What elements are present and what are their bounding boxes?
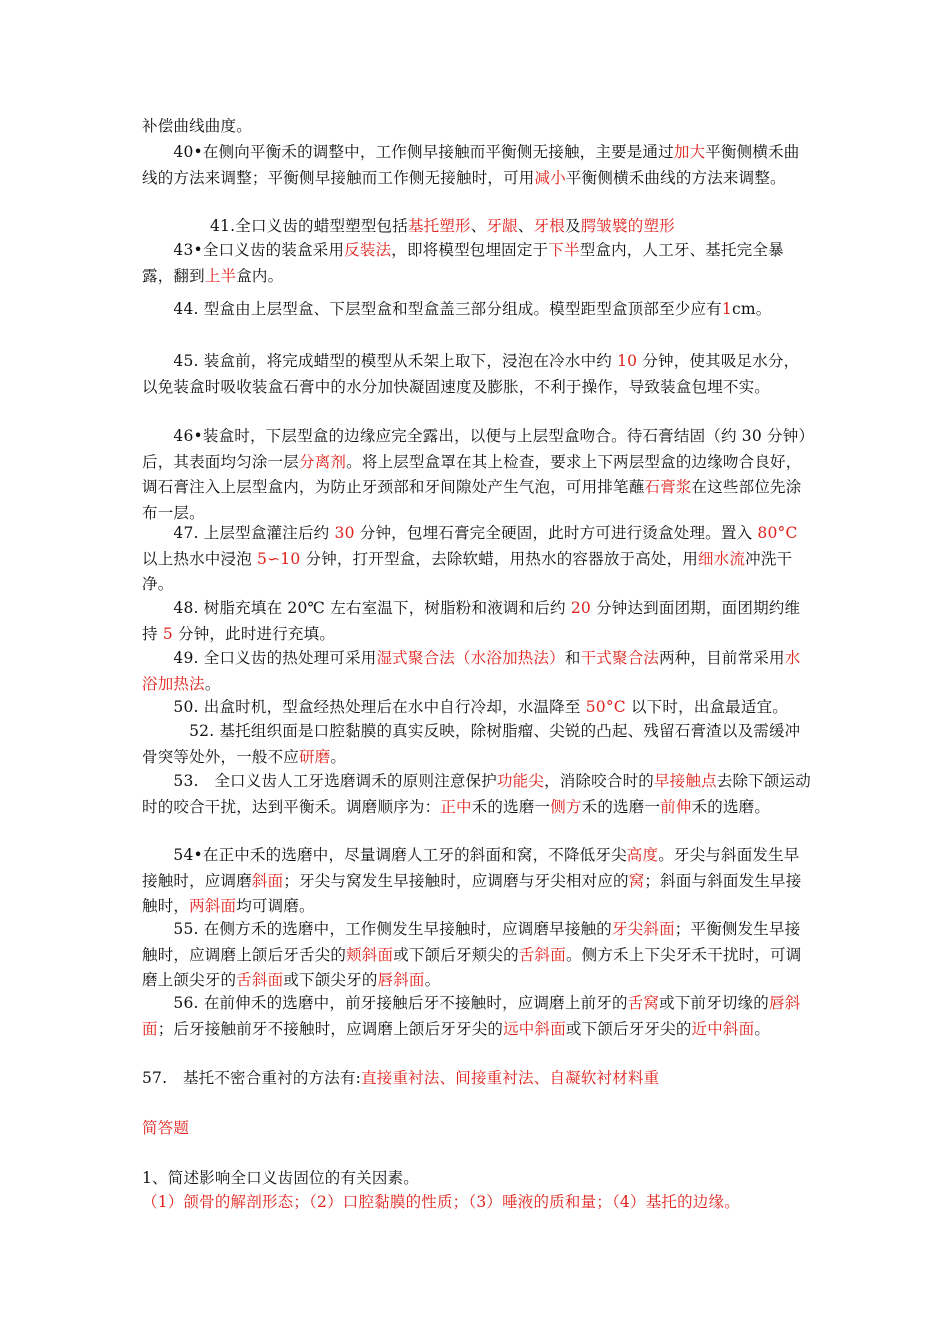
highlight-text: 80°C [757,524,798,542]
text-run: 冲洗干净。 [142,549,793,593]
highlight-text: 两斜面 [189,897,237,915]
text-run: 。 [204,674,221,693]
highlight-text: 细水流 [698,549,746,568]
text-run: 分钟，使其吸足水分，以免装盒时吸收装盒石膏中的水分加快凝固速度及膨胀，不利于操作，导致装盒包埋不实。 [142,352,800,396]
highlight-text: 减小 [534,168,566,187]
highlight-text: 下半 [548,241,580,259]
text-run: 49. 全口义齿的热处理可采用 [142,649,377,667]
highlight-text: 30 [334,524,355,542]
text-run: 去除下颌运动时的咬合干扰，达到平衡禾。调磨顺序为： [142,772,811,816]
text-run: 分钟，此时进行充填。 [172,624,336,643]
highlight-text: 早接触点 [653,772,717,790]
text-run: 平衡侧横禾曲线的方法来调整；平衡侧早接触而工作侧无接触时，可用 [142,143,800,187]
text-run: 补偿曲线曲度。 [142,117,252,135]
highlight-text: 腭皱襞的塑形 [580,217,675,235]
text-run: 平衡侧横禾曲线的方法来调整。 [565,168,786,187]
text-run: 、 [517,217,534,235]
highlight-text: 研磨 [299,747,331,766]
text-run: ，消除咬合时的 [544,772,654,790]
highlight-text: 唇斜面 [377,971,425,989]
highlight-text: 舌斜面 [236,971,284,989]
answer-1 [142,1190,822,1216]
section-heading [142,1116,812,1142]
highlight-text: （1）颌骨的解剖形态；（2）口腔黏膜的性质；（3）唾液的质和量；（4）基托的边缘。 [142,1193,740,1211]
text-run: 在这些部位先涂布一层。 [142,478,802,522]
text-run: 45. 装盒前，将完成蜡型的模型从禾架上取下，浸泡在冷水中约 [142,352,618,370]
text-run: 以上热水中浸泡 [142,549,258,568]
paragraph-item-47 [142,521,812,598]
text-run: 。 [424,971,441,989]
text-run: ；牙尖与窝发生早接触时，应调磨与牙尖相对应的 [283,871,629,890]
highlight-text: 颊斜面 [346,945,394,964]
text-run: 或下颌后牙牙尖的 [565,1019,692,1038]
highlight-text: 干式聚合法 [580,649,660,667]
paragraph-item-45 [142,349,812,400]
text-run: 均可调磨。 [236,897,315,915]
text-run: 、 [470,217,487,235]
text-run: 57. 基托不密合重衬的方法有: [142,1069,362,1087]
text-run: 或下颌尖牙的 [283,971,378,989]
highlight-text: 侧方 [550,797,582,816]
text-run: 。 [754,1019,771,1038]
highlight-text: 斜面 [251,871,284,890]
paragraph-item-54 [142,843,812,920]
question-1 [142,1166,812,1192]
highlight-text: 直接重衬法、间接重衬法、自凝软衬材料重 [361,1069,660,1087]
paragraph-item-46 [142,424,812,526]
paragraph-item-48 [142,596,812,647]
highlight-text: 1 [721,300,732,318]
text-run: ；斜面与斜面发生早接触时， [142,871,802,915]
text-run: 56. 在前伸禾的选磨中，前牙接触后牙不接触时，应调磨上前牙的 [142,994,628,1012]
text-run: 54•在正中禾的选磨中，尽量调磨人工牙的斜面和窝，不降低牙尖 [142,846,627,864]
text-run: 或下颌后牙颊尖的 [393,945,519,964]
highlight-text: 反装法 [344,241,392,259]
text-run: 两种，目前常采用 [659,649,785,667]
highlight-text: 舌窝 [627,994,660,1012]
highlight-text: 5 [162,624,173,643]
text-run: 分钟达到面团期，面团期约维持 [142,599,801,643]
highlight-text: 唇斜面 [142,994,801,1038]
text-run: 53. 全口义齿人工牙选磨调禾的原则注意保护 [142,772,497,790]
paragraph-continuation [142,114,812,140]
text-run: ，即将模型包埋固定于 [391,241,549,259]
text-run: ；平衡侧发生早接触时，应调磨上颌后牙舌尖的 [142,920,801,964]
highlight-text: 20 [570,599,591,617]
paragraph-item-40 [142,140,812,191]
highlight-text: 牙龈 [486,217,518,235]
text-run: 禾的选磨一 [471,797,551,816]
text-run: 及 [564,217,581,235]
paragraph-item-56 [142,991,812,1042]
text-run: ；后牙接触前牙不接触时，应调磨上颌后牙牙尖的 [157,1019,504,1038]
text-run: 46•装盒时，下层型盒的边缘应完全露出，以便与上层型盒吻合。待石膏结固（约 30 分钟）后，其表面均匀涂一层 [142,427,807,471]
text-run: 41.全口义齿的蜡型塑型包括 [210,217,408,235]
highlight-text: 牙尖斜面 [611,920,675,938]
text-run: 。牙尖与斜面发生早接触时，应调磨 [142,846,800,890]
text-run: 50. 出盒时机，型盒经热处理后在水中自行冷却，水温降至 [142,698,586,716]
paragraph-item-53 [142,769,812,820]
highlight-text: 窝 [628,871,645,890]
paragraph-item-49 [142,646,812,697]
highlight-text: 近中斜面 [691,1019,755,1038]
highlight-text: 功能尖 [496,772,545,790]
highlight-text: 石膏浆 [644,478,692,496]
paragraph-item-50 [142,695,812,721]
highlight-text: 牙根 [533,217,565,235]
highlight-text: 10 [617,352,638,370]
highlight-text: 湿式聚合法（水浴加热法） [376,649,565,667]
text-run: 或下前牙切缘的 [659,994,769,1012]
highlight-text: 上半 [204,266,237,285]
highlight-text: 舌斜面 [518,945,566,964]
text-run: 禾的选磨。 [691,797,771,816]
text-run: 。侧方禾上下尖牙禾干扰时，可调磨上颌尖牙的 [142,945,802,989]
text-run: cm。 [731,300,772,318]
highlight-text: 高度 [626,846,659,864]
text-run: 禾的选磨一 [581,797,661,816]
text-run: 1、简述影响全口义齿固位的有关因素。 [142,1169,419,1187]
paragraph-item-44 [142,294,812,324]
text-run: 55. 在侧方禾的选磨中，工作侧发生早接触时，应调磨早接触的 [142,920,612,938]
highlight-text: 5∽10 [257,549,301,568]
highlight-text: 50°C [585,698,626,716]
highlight-text: 前伸 [660,797,692,816]
text-run: 以下时，出盒最适宜。 [625,698,788,716]
text-run: 52. 基托组织面是口腔黏膜的真实反映，除树脂瘤、尖锐的凸起、残留石膏渣以及需缓冲骨突等处外，一般不应 [142,722,801,766]
text-run: 型盒内，人工牙、基托完全暴露，翻到 [142,241,784,285]
text-run: 和 [564,649,581,667]
highlight-text: 远中斜面 [503,1019,566,1038]
paragraph-item-43 [142,238,812,289]
text-run: 48. 树脂充填在 20℃ 左右室温下，树脂粉和液调和后约 [142,599,571,617]
text-run: 44. 型盒由上层型盒、下层型盒和型盒盖三部分组成。模型距型盒顶部至少应有 [142,300,722,318]
highlight-text: 简答题 [142,1119,190,1137]
text-run: 。 [330,747,347,766]
paragraph-item-55 [142,917,812,994]
highlight-text: 基托塑形 [407,217,471,235]
paragraph-item-52 [142,719,812,770]
paragraph-item-41 [210,214,810,240]
paragraph-item-57 [142,1066,812,1092]
text-run: 分钟，打开型盒，去除软蜡，用热水的容器放于高处，用 [300,549,699,568]
text-run: 盒内。 [236,266,284,285]
text-run: 分钟，包埋石膏完全硬固，此时方可进行烫盒处理。置入 [354,524,758,542]
highlight-text: 加大 [673,143,706,161]
highlight-text: 分离剂 [299,452,347,471]
highlight-text: 正中 [440,797,472,816]
highlight-text: 水浴加热法 [142,649,801,693]
text-run: 43•全口义齿的装盒采用 [142,241,345,259]
text-run: 40•在侧向平衡禾的调整中，工作侧早接触而平衡侧无接触，主要是通过 [142,143,674,161]
text-run: 47. 上层型盒灌注后约 [142,524,335,542]
text-run: 。将上层型盒罩在其上检查，要求上下两层型盒的边缘吻合良好，调石膏注入上层型盒内，为防止牙颈部和牙间隙处产生气泡，可用排笔蘸 [142,452,802,496]
